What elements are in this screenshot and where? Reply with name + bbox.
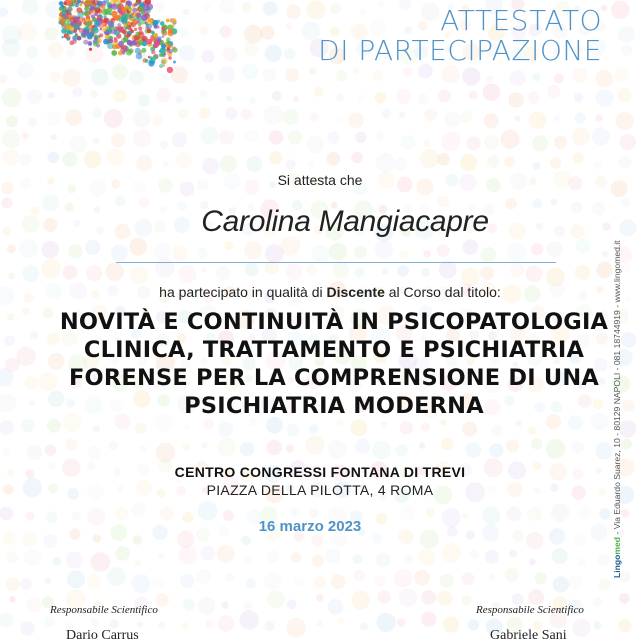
course-title-line: CLINICA, TRATTAMENTO E PSICHIATRIA xyxy=(83,337,585,363)
organizer-contact xyxy=(612,240,622,578)
event-date: 16 marzo 2023 xyxy=(258,518,362,535)
recipient-name: Carolina Mangiacapre xyxy=(201,205,489,238)
certificate-title xyxy=(318,6,602,66)
title-line-1: ATTESTATO xyxy=(440,4,602,37)
brand-med: med xyxy=(612,536,622,555)
role-value: Discente xyxy=(326,284,385,300)
course-title xyxy=(28,308,640,420)
course-title-line: NOVITÀ E CONTINUITÀ IN PSICOPATOLOGIA xyxy=(59,309,609,335)
course-title-line: FORENSE PER LA COMPRENSIONE DI UNA xyxy=(68,365,599,391)
signature-left-role: Responsabile Scientifico xyxy=(50,604,158,616)
signature-right-name: Gabriele Sani xyxy=(490,628,567,643)
title-line-2: DI PARTECIPAZIONE xyxy=(318,34,602,67)
venue-address: PIAZZA DELLA PILOTTA, 4 ROMA xyxy=(206,482,434,498)
brand-lingo: Lingo xyxy=(612,554,622,578)
organizer-details: - Via Eduardo Suarez, 10 - 80129 NAPOLI - 081 18744919 - www.lingomed.it xyxy=(612,240,622,537)
course-title-line: PSICHIATRIA MODERNA xyxy=(184,393,484,419)
signature-left-name: Dario Carrus xyxy=(66,628,139,643)
role-prefix: ha partecipato in qualità di xyxy=(159,284,327,300)
signature-right-role: Responsabile Scientifico xyxy=(476,604,584,616)
role-line xyxy=(0,284,640,300)
venue-name: CENTRO CONGRESSI FONTANA DI TREVI xyxy=(174,464,466,480)
divider-line xyxy=(116,262,556,263)
role-suffix: al Corso dal titolo: xyxy=(384,284,501,300)
lead-text: Si attesta che xyxy=(277,172,363,188)
